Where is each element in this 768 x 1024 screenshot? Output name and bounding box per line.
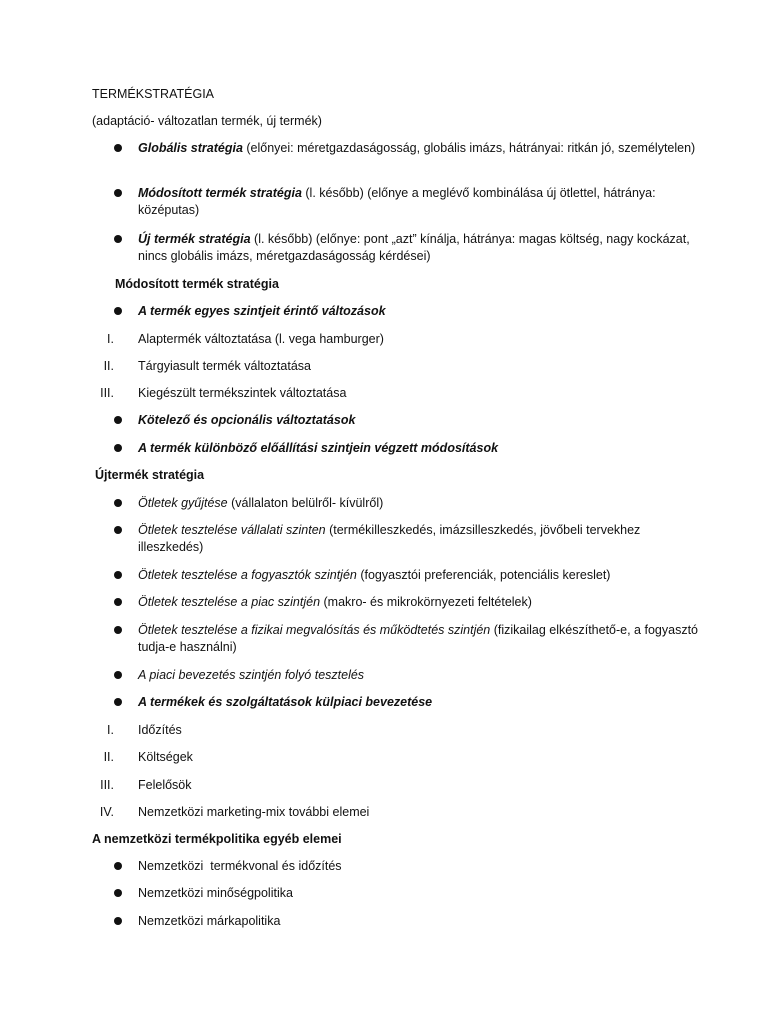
step-item — [138, 667, 698, 684]
strategy-name: Globális stratégia — [138, 141, 243, 155]
step-name: Ötletek tesztelése a piac szintjén — [138, 595, 321, 609]
bullet-icon — [114, 307, 122, 315]
policy-item: Nemzetközi termékvonal és időzítés — [138, 859, 342, 873]
list-item: Időzítés — [138, 723, 182, 737]
bullet-icon — [114, 526, 122, 534]
bullet-icon — [114, 917, 122, 925]
strategy-name: Új termék stratégia — [138, 232, 251, 246]
subheading-levels: A termék egyes szintjeit érintő változások — [138, 304, 386, 318]
bullet-icon — [114, 189, 122, 197]
step-desc: (fizikailag elkészíthető-e, a fogyasztó tudja-e használni) — [138, 623, 698, 654]
bullet-icon — [114, 889, 122, 897]
list-number: III. — [100, 386, 114, 400]
section-heading-policy: A nemzetközi termékpolitika egyéb elemei — [92, 832, 342, 846]
strategy-item — [138, 140, 698, 157]
step-name: Ötletek gyűjtése — [138, 496, 228, 510]
intro-line: (adaptáció- változatlan termék, új termék) — [92, 114, 322, 128]
bullet-icon — [114, 235, 122, 243]
bullet-icon — [114, 862, 122, 870]
step-name: Ötletek tesztelése vállalati szinten — [138, 523, 326, 537]
list-number: II. — [103, 359, 114, 373]
step-desc: (termékilleszkedés, imázsilleszkedés, jövőbeli tervekhez illeszkedés) — [138, 523, 641, 554]
document-title: TERMÉKSTRATÉGIA — [92, 87, 215, 101]
bullet-icon — [114, 626, 122, 634]
bullet-icon — [114, 598, 122, 606]
list-number: I. — [107, 332, 114, 346]
strategy-desc: (l. később) (előnye: pont „azt” kínálja, hátránya: magas költség, nagy kockázat, nincs globális imázs, méretgazdaságosság kérdései) — [138, 232, 690, 263]
step-desc: (vállalaton belülről- kívülről) — [227, 496, 384, 510]
strategy-item — [138, 185, 698, 219]
strategy-name: Módosított termék stratégia — [138, 186, 302, 200]
step-name: A piaci bevezetés szintjén folyó tesztelés — [138, 668, 365, 682]
step-desc: (fogyasztói preferenciák, potenciális kereslet) — [356, 568, 611, 582]
bullet-icon — [114, 571, 122, 579]
subheading-introduction: A termékek és szolgáltatások külpiaci bevezetése — [138, 695, 433, 709]
step-item — [138, 567, 698, 584]
list-number: II. — [103, 750, 114, 764]
list-number: I. — [107, 723, 114, 737]
section-heading-modified: Módosított termék stratégia — [115, 277, 279, 291]
bullet-icon — [114, 499, 122, 507]
section-heading-new-product: Újtermék stratégia — [95, 468, 205, 482]
list-number: III. — [100, 778, 114, 792]
policy-item: Nemzetközi minőségpolitika — [138, 886, 293, 900]
bullet-icon — [114, 671, 122, 679]
bullet-icon — [114, 144, 122, 152]
step-item — [138, 495, 698, 512]
step-desc: (makro- és mikrokörnyezeti feltételek) — [320, 595, 532, 609]
bullet-icon — [114, 444, 122, 452]
list-item: Nemzetközi marketing-mix további elemei — [138, 805, 370, 819]
strategy-desc: (l. később) (előnye a meglévő kombinálása új ötlettel, hátránya: középutas) — [138, 186, 656, 217]
subheading-optional: Kötelező és opcionális változtatások — [138, 413, 356, 427]
list-item: Alaptermék változtatása (l. vega hamburger) — [138, 332, 384, 346]
step-item — [138, 594, 698, 611]
policy-item: Nemzetközi márkapolitika — [138, 914, 281, 928]
bullet-icon — [114, 416, 122, 424]
strategy-desc: (előnyei: méretgazdaságosság, globális imázs, hátrányai: ritkán jó, személytelen) — [242, 141, 696, 155]
step-name: Ötletek tesztelése a fogyasztók szintjén — [138, 568, 357, 582]
list-item: Felelősök — [138, 778, 192, 792]
step-item — [138, 622, 698, 656]
list-item: Költségek — [138, 750, 193, 764]
list-item: Kiegészült termékszintek változtatása — [138, 386, 347, 400]
list-item: Tárgyiasult termék változtatása — [138, 359, 311, 373]
subheading-production: A termék különböző előállítási szintjein végzett módosítások — [138, 441, 499, 455]
strategy-item — [138, 231, 698, 265]
bullet-icon — [114, 698, 122, 706]
step-item — [138, 522, 698, 556]
list-number: IV. — [99, 805, 114, 819]
step-name: Ötletek tesztelése a fizikai megvalósítás és működtetés szintjén — [138, 623, 491, 637]
